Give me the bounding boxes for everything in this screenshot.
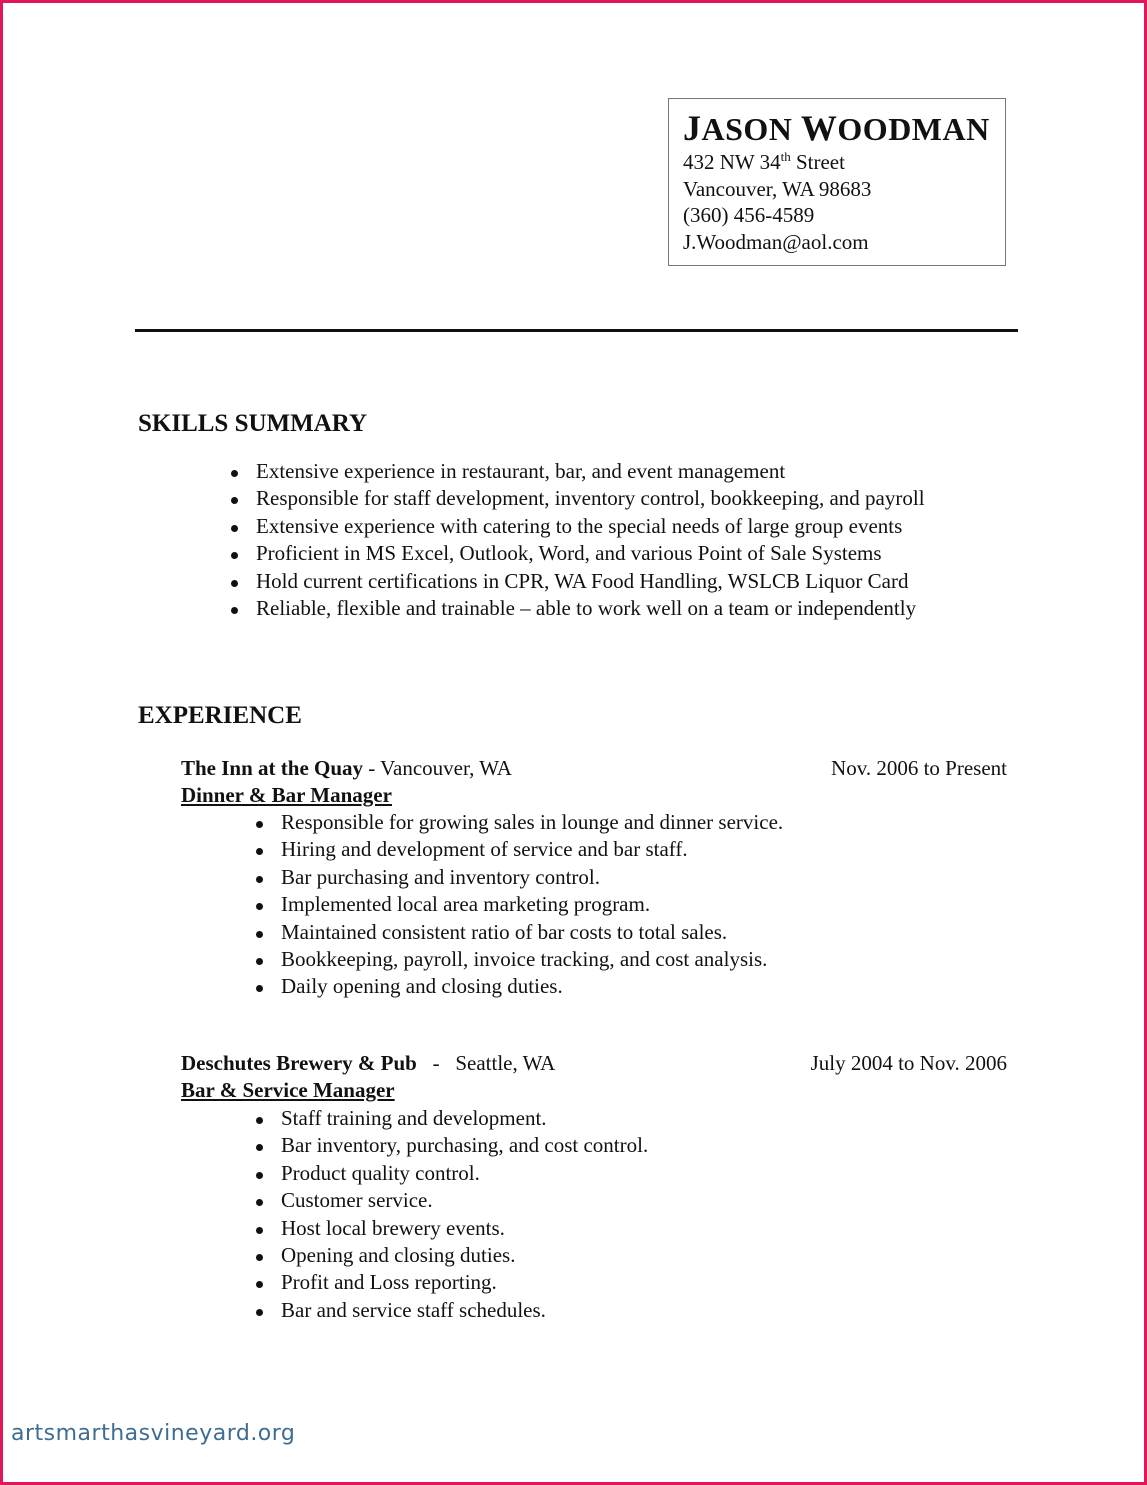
bullet-icon: [256, 1199, 263, 1206]
bullet-icon: [256, 1309, 263, 1316]
watermark-text: artsmarthasvineyard.org: [11, 1421, 296, 1446]
bullet-text: Extensive experience in restaurant, bar, and event management: [256, 459, 786, 483]
skills-heading: SKILLS SUMMARY: [138, 410, 368, 437]
bullet-icon: [256, 1144, 263, 1151]
bullet-item: [256, 458, 925, 485]
bullet-item: [281, 891, 783, 918]
job-title: Bar & Service Manager: [181, 1078, 395, 1102]
bullet-item: [281, 836, 783, 863]
bullet-icon: [256, 876, 263, 883]
job-duties-list: [281, 1105, 648, 1324]
bullet-icon: [256, 1172, 263, 1179]
job-duties-list: [281, 809, 783, 1001]
job-location: - Seattle, WA: [416, 1051, 556, 1075]
bullet-icon: [256, 958, 263, 965]
bullet-icon: [256, 1254, 263, 1261]
bullet-icon: [256, 1117, 263, 1124]
address-prefix: 432 NW 34: [683, 150, 781, 174]
bullet-icon: [256, 1281, 263, 1288]
job-dates: July 2004 to Nov. 2006: [810, 1051, 1007, 1075]
bullet-text: Implemented local area marketing program.: [281, 892, 651, 917]
email: J.Woodman@aol.com: [683, 229, 869, 254]
bullet-icon: [256, 903, 263, 910]
name-last-rest: OODMAN: [837, 111, 990, 147]
name-first-rest: ASON: [701, 111, 793, 147]
address-line: [683, 149, 991, 176]
bullet-text: Product quality control.: [281, 1160, 480, 1185]
header-divider: [135, 329, 1018, 332]
job-employer: Deschutes Brewery & Pub: [181, 1051, 417, 1075]
address-sup: th: [780, 149, 791, 164]
bullet-item: [281, 1132, 648, 1159]
bullet-item: [281, 1242, 648, 1269]
bullet-item: [281, 946, 783, 973]
bullet-item: [256, 568, 925, 595]
contact-box: [668, 98, 1006, 266]
job-dates: Nov. 2006 to Present: [831, 756, 1007, 780]
bullet-icon: [256, 1227, 263, 1234]
skills-list: [256, 458, 925, 622]
bullet-icon: [231, 552, 238, 559]
bullet-text: Customer service.: [281, 1188, 433, 1213]
bullet-text: Opening and closing duties.: [281, 1243, 516, 1268]
address-suffix: Street: [790, 150, 845, 174]
job-title: Dinner & Bar Manager: [181, 783, 392, 807]
job-header: [181, 755, 1007, 782]
bullet-text: Bookkeeping, payroll, invoice tracking, and cost analysis.: [281, 947, 768, 972]
bullet-item: [281, 973, 783, 1000]
bullet-icon: [231, 470, 238, 477]
bullet-item: [256, 595, 925, 622]
city-line: Vancouver, WA 98683: [683, 176, 872, 201]
name-last-initial: W: [800, 108, 838, 148]
bullet-item: [281, 1297, 648, 1324]
bullet-item: [256, 513, 925, 540]
bullet-text: Responsible for growing sales in lounge and dinner service.: [281, 810, 784, 834]
bullet-text: Extensive experience with catering to the special needs of large group events: [256, 513, 903, 538]
bullet-item: [281, 864, 783, 891]
bullet-item: [281, 809, 783, 836]
bullet-text: Bar and service staff schedules.: [281, 1297, 546, 1322]
bullet-item: [281, 1160, 648, 1187]
bullet-text: Hiring and development of service and bar staff.: [281, 837, 688, 862]
bullet-text: Proficient in MS Excel, Outlook, Word, and various Point of Sale Systems: [256, 541, 882, 566]
bullet-text: Maintained consistent ratio of bar costs to total sales.: [281, 919, 728, 944]
job-employer: The Inn at the Quay: [181, 756, 364, 780]
bullet-text: Responsible for staff development, inventory control, bookkeeping, and payroll: [256, 486, 925, 511]
bullet-text: Bar purchasing and inventory control.: [281, 864, 600, 889]
bullet-item: [281, 1105, 648, 1132]
bullet-text: Daily opening and closing duties.: [281, 974, 563, 999]
experience-heading: EXPERIENCE: [138, 702, 302, 729]
bullet-text: Staff training and development.: [281, 1106, 547, 1130]
bullet-item: [281, 919, 783, 946]
bullet-icon: [231, 525, 238, 532]
phone: (360) 456-4589: [683, 203, 815, 227]
bullet-item: [281, 1187, 648, 1214]
job-location: - Vancouver, WA: [363, 756, 512, 780]
bullet-icon: [256, 985, 263, 992]
bullet-text: Hold current certifications in CPR, WA Food Handling, WSLCB Liquor Card: [256, 568, 909, 593]
bullet-icon: [231, 607, 238, 614]
job-header: [181, 1050, 1007, 1077]
bullet-item: [281, 1215, 648, 1242]
bullet-icon: [231, 580, 238, 587]
bullet-item: [256, 485, 925, 512]
bullet-icon: [256, 821, 263, 828]
bullet-icon: [256, 931, 263, 938]
bullet-text: Reliable, flexible and trainable – able to work well on a team or independently: [256, 596, 917, 621]
bullet-text: Bar inventory, purchasing, and cost control.: [281, 1133, 649, 1158]
bullet-text: Host local brewery events.: [281, 1215, 505, 1240]
bullet-icon: [231, 497, 238, 504]
bullet-text: Profit and Loss reporting.: [281, 1270, 497, 1295]
candidate-name: [683, 109, 991, 148]
name-first-initial: J: [683, 108, 702, 148]
bullet-item: [256, 540, 925, 567]
bullet-item: [281, 1269, 648, 1296]
bullet-icon: [256, 848, 263, 855]
